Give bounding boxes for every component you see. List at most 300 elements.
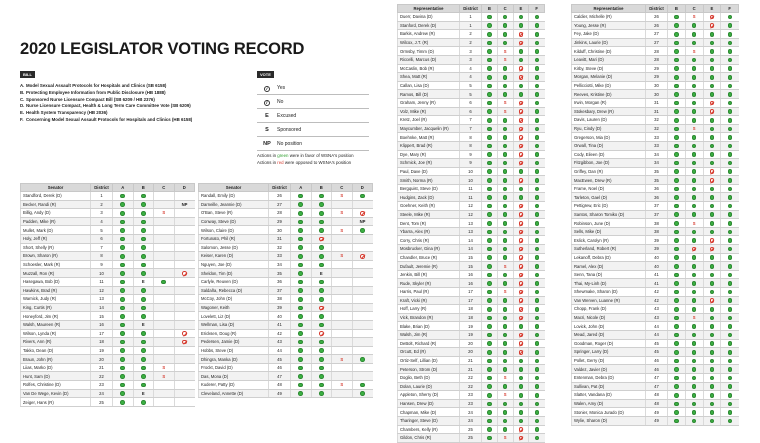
vote-cell (133, 312, 154, 321)
vote-cell (513, 330, 529, 339)
district-number: 6 (460, 107, 482, 116)
yes-icon (141, 220, 146, 225)
vote-cell (311, 329, 332, 338)
vote-cell (668, 98, 686, 107)
vote-cell (685, 141, 703, 150)
no-icon (319, 237, 324, 242)
vote-cell (668, 64, 686, 73)
district-number: 15 (460, 262, 482, 271)
legislator-name: Nguyen, Joe (D) (199, 260, 269, 269)
vote-cell (668, 176, 686, 185)
district-number: 45 (646, 339, 668, 348)
table-header-row (21, 184, 195, 192)
table-row (21, 303, 195, 312)
vote-cell (154, 234, 175, 243)
district-number: 12 (460, 210, 482, 219)
yes-icon (141, 306, 146, 311)
vote-cell (668, 416, 686, 425)
vote-cell (113, 355, 134, 364)
table-row (398, 55, 545, 64)
vote-cell (497, 47, 513, 56)
table-row (572, 38, 739, 47)
yes-icon (120, 237, 125, 242)
vote-cell (352, 295, 373, 304)
vote-cell (685, 73, 703, 82)
legislator-name: Walsh, Maureen (R) (21, 320, 91, 329)
legislator-name: Hasegawa, Bob (D) (21, 277, 91, 286)
vote-cell (133, 200, 154, 209)
district-number: 17 (91, 329, 113, 338)
vote-cell (133, 338, 154, 347)
yes-icon (319, 297, 324, 302)
vote-cell (291, 200, 312, 209)
yes-icon (674, 15, 679, 20)
yes-icon (674, 135, 679, 140)
vote-cell (529, 330, 545, 339)
vote-cell (668, 38, 686, 47)
table-row (572, 339, 739, 348)
legislator-name: Pollet, Gerry (D) (572, 356, 646, 365)
no-icon (519, 118, 524, 123)
legislator-name: Standford, Derek (D) (21, 192, 91, 201)
yes-icon (710, 41, 715, 46)
vote-cell (133, 381, 154, 390)
vote-cell (513, 416, 529, 425)
vote-cell (482, 47, 498, 56)
vote-cell (133, 286, 154, 295)
yes-icon (535, 187, 540, 192)
yes-icon (298, 366, 303, 371)
yes-icon (692, 92, 697, 97)
legislator-name: Van De Wege, Kevin (D) (21, 389, 91, 398)
yes-icon (519, 393, 524, 398)
district-number: 40 (269, 312, 291, 321)
yes-icon (692, 169, 697, 174)
vote-cell (332, 200, 353, 209)
vote-cell (685, 245, 703, 254)
vote-cell (529, 245, 545, 254)
column-header: Representative (398, 5, 460, 13)
vote-cell (721, 141, 739, 150)
yes-icon (360, 383, 365, 388)
yes-icon (535, 298, 540, 303)
legislator-name: Dent, Tom (R) (398, 219, 460, 228)
no-icon (519, 101, 524, 106)
yes-icon (535, 273, 540, 278)
table-row (199, 286, 373, 295)
vote-code: NP (181, 201, 188, 207)
legislator-name: Ramel, Alex (D) (572, 262, 646, 271)
table-row (21, 312, 195, 321)
district-number: 15 (91, 312, 113, 321)
yes-icon (487, 350, 492, 355)
yes-icon (519, 195, 524, 200)
legend-row (257, 95, 369, 109)
vote-cell (721, 373, 739, 382)
district-number: 41 (646, 270, 668, 279)
vote-legend (257, 81, 369, 151)
vote-cell (721, 124, 739, 133)
yes-icon (710, 144, 715, 149)
legislator-name: Peterson, Strom (D) (398, 365, 460, 374)
district-number: 44 (646, 330, 668, 339)
no-icon (319, 331, 324, 336)
yes-icon (692, 367, 697, 372)
vote-cell (497, 116, 513, 125)
vote-cell (497, 262, 513, 271)
yes-icon (519, 58, 524, 63)
table-row (21, 398, 195, 407)
yes-icon (535, 23, 540, 28)
vote-cell (113, 260, 134, 269)
legislator-name: Ramos, Bill (D) (398, 90, 460, 99)
vote-cell (513, 81, 529, 90)
legislator-name: Wilson, Claire (D) (199, 226, 269, 235)
district-number: 33 (646, 133, 668, 142)
yes-icon (710, 221, 715, 226)
table-row (572, 167, 739, 176)
yes-icon (728, 23, 733, 28)
no-icon (692, 247, 697, 252)
table-row (572, 227, 739, 236)
legislator-name: Schmick, Joe (R) (398, 159, 460, 168)
district-number: 1 (91, 192, 113, 201)
vote-cell (668, 262, 686, 271)
vote-cell (311, 295, 332, 304)
vote-cell (721, 219, 739, 228)
table-row (21, 260, 195, 269)
district-number: 40 (646, 253, 668, 262)
vote-cell (133, 277, 154, 286)
vote-cell (668, 47, 686, 56)
table-row (199, 200, 373, 209)
table-row (199, 381, 373, 390)
vote-cell (174, 192, 195, 201)
vote-cell (721, 38, 739, 47)
yes-icon (674, 187, 679, 192)
yes-icon (535, 238, 540, 243)
no-icon (182, 340, 187, 345)
legislator-name: Vick, Brandon (R) (398, 313, 460, 322)
yes-icon (535, 92, 540, 97)
vote-code: S (340, 210, 344, 216)
yes-icon (728, 84, 733, 89)
legislator-name: Das, Mona (D) (199, 372, 269, 381)
yes-icon (692, 212, 697, 217)
vote-code: S (503, 435, 507, 441)
legislator-name: Entenman, Debra (D) (572, 373, 646, 382)
vote-cell (685, 124, 703, 133)
yes-icon (141, 271, 146, 276)
vote-cell (497, 30, 513, 39)
vote-cell (352, 381, 373, 390)
yes-icon (535, 341, 540, 346)
vote-cell (311, 192, 332, 201)
yes-icon (728, 238, 733, 243)
legislator-name: Wylie, Sharon (D) (572, 416, 646, 425)
table-row (572, 382, 739, 391)
vote-cell (668, 193, 686, 202)
vote-cell (529, 391, 545, 400)
no-icon (519, 66, 524, 71)
legislator-name: Dye, Mary (R) (398, 150, 460, 159)
district-number: 4 (460, 64, 482, 73)
legislator-name: Tarleton, Gael (D) (572, 193, 646, 202)
district-number: 41 (269, 320, 291, 329)
yes-icon (728, 350, 733, 355)
vote-cell (291, 381, 312, 390)
table-row (21, 355, 195, 364)
yes-icon (692, 359, 697, 364)
vote-code: S (503, 48, 507, 54)
district-number: 48 (646, 399, 668, 408)
legislator-name: Sutherland, Robert (R) (572, 245, 646, 254)
vote-cell (497, 202, 513, 211)
yes-icon (120, 391, 125, 396)
yes-icon (692, 178, 697, 183)
vote-cell (482, 133, 498, 142)
yes-icon (674, 298, 679, 303)
yes-icon (535, 66, 540, 71)
yes-icon (298, 254, 303, 259)
vote-cell (529, 141, 545, 150)
vote-cell (721, 227, 739, 236)
yes-icon (487, 212, 492, 217)
district-number: 3 (91, 209, 113, 218)
table-row (398, 90, 545, 99)
yes-icon (120, 263, 125, 268)
yes-icon (692, 84, 697, 89)
yes-icon (120, 211, 125, 216)
district-number: 7 (460, 124, 482, 133)
legislator-name: Cleveland, Annette (D) (199, 389, 269, 398)
district-number: 3 (460, 47, 482, 56)
yes-icon (674, 127, 679, 132)
district-number: 34 (646, 150, 668, 159)
vote-cell (133, 260, 154, 269)
vote-cell (513, 159, 529, 168)
vote-cell (529, 133, 545, 142)
yes-icon (141, 297, 146, 302)
vote-cell (721, 184, 739, 193)
district-number: 31 (269, 234, 291, 243)
legislator-name: Billig, Andy (D) (21, 209, 91, 218)
legislator-name: Corry, Chris (R) (398, 236, 460, 245)
yes-icon (710, 92, 715, 97)
yes-icon (728, 101, 733, 106)
legislator-name: Goodman, Roger (D) (572, 339, 646, 348)
table-row (572, 47, 739, 56)
yes-icon (535, 58, 540, 63)
vote-cell (291, 286, 312, 295)
legislator-name: Eslick, Carolyn (R) (572, 236, 646, 245)
legislator-name: Callan, Lisa (D) (398, 81, 460, 90)
legislator-name: Wagoner, Keith (199, 303, 269, 312)
legislator-name: Orwall, Tina (D) (572, 141, 646, 150)
vote-cell (291, 295, 312, 304)
vote-cell (497, 107, 513, 116)
yes-icon (692, 384, 697, 389)
vote-cell (668, 322, 686, 331)
vote-cell (154, 320, 175, 329)
table-row (199, 320, 373, 329)
vote-cell (529, 227, 545, 236)
district-number: 36 (269, 277, 291, 286)
vote-cell (133, 226, 154, 235)
yes-icon (519, 410, 524, 415)
table-row (572, 399, 739, 408)
vote-cell (113, 363, 134, 372)
yes-icon (674, 58, 679, 63)
vote-cell (529, 116, 545, 125)
vote-cell (685, 288, 703, 297)
yes-icon (692, 264, 697, 269)
vote-cell (332, 346, 353, 355)
vote-cell (703, 55, 721, 64)
vote-code: S (503, 100, 507, 106)
vote-cell (721, 313, 739, 322)
legislator-name: Goehner, Keith (R) (398, 202, 460, 211)
bill-letter: E. (20, 110, 25, 116)
vote-cell (513, 98, 529, 107)
legislator-name: Walsh, Jim (R) (398, 330, 460, 339)
table-row (572, 270, 739, 279)
vote-cell (721, 356, 739, 365)
vote-cell (529, 167, 545, 176)
vote-cell (332, 381, 353, 390)
vote-code: S (692, 126, 696, 132)
vote-cell (352, 269, 373, 278)
vote-cell (311, 260, 332, 269)
yes-icon (120, 383, 125, 388)
yes-icon (161, 280, 166, 285)
vote-cell (497, 13, 513, 22)
vote-cell (113, 398, 134, 407)
yes-icon (319, 348, 324, 353)
no-symbol-icon: / (264, 100, 270, 106)
no-icon (710, 15, 715, 20)
vote-cell (529, 348, 545, 357)
district-number: 18 (460, 313, 482, 322)
vote-code: S (692, 315, 696, 321)
legend-label: No (277, 98, 284, 105)
yes-icon (692, 75, 697, 80)
vote-code: S (503, 289, 507, 295)
legislator-name: Boehnke, Matt (R) (398, 133, 460, 142)
district-number: 47 (269, 372, 291, 381)
district-number: 36 (646, 193, 668, 202)
legislator-name: Cody, Eileen (D) (572, 150, 646, 159)
table-row (572, 81, 739, 90)
district-number: 19 (460, 322, 482, 331)
table-row (398, 116, 545, 125)
yes-icon (710, 341, 715, 346)
yes-icon (298, 374, 303, 379)
yes-icon (674, 384, 679, 389)
yes-icon (120, 220, 125, 225)
yes-icon (298, 263, 303, 268)
vote-cell (703, 13, 721, 22)
legislator-name: Leavitt, Mari (D) (572, 55, 646, 64)
vote-cell (513, 356, 529, 365)
vote-cell (685, 167, 703, 176)
district-number: 40 (646, 262, 668, 271)
vote-cell (154, 372, 175, 381)
vote-cell (668, 339, 686, 348)
yes-icon (692, 350, 697, 355)
vote-cell (291, 346, 312, 355)
yes-icon (319, 194, 324, 199)
legend-label: Excused (277, 112, 297, 119)
table-row (572, 90, 739, 99)
vote-cell (133, 346, 154, 355)
vote-cell (529, 425, 545, 434)
vote-cell (529, 408, 545, 417)
legislator-name: Short, Shelly (R) (21, 243, 91, 252)
vote-cell (703, 236, 721, 245)
yes-icon (503, 238, 508, 243)
vote-cell (133, 269, 154, 278)
yes-icon (535, 247, 540, 252)
yes-icon (674, 221, 679, 226)
vote-cell (513, 408, 529, 417)
yes-icon (710, 316, 715, 321)
vote-cell (721, 210, 739, 219)
representative-table-2 (571, 4, 739, 426)
vote-cell (685, 391, 703, 400)
vote-cell (513, 296, 529, 305)
vote-cell (529, 288, 545, 297)
legislator-name: Chopp, Frank (D) (572, 305, 646, 314)
vote-cell (703, 193, 721, 202)
yes-icon (535, 402, 540, 407)
yes-icon (692, 238, 697, 243)
vote-cell (113, 234, 134, 243)
table-header-row (572, 5, 739, 13)
no-icon (519, 307, 524, 312)
no-icon (519, 341, 524, 346)
legislator-name: Van Werven, Luanne (R) (572, 296, 646, 305)
yes-icon (728, 341, 733, 346)
yes-icon (710, 376, 715, 381)
yes-icon (141, 383, 146, 388)
legislator-name: Salomon, Jesse (D) (199, 243, 269, 252)
vote-cell (721, 339, 739, 348)
table-row (572, 124, 739, 133)
yes-icon (120, 348, 125, 353)
vote-cell (529, 262, 545, 271)
vote-cell (154, 346, 175, 355)
yes-icon (535, 230, 540, 235)
vote-cell (497, 236, 513, 245)
yes-icon (319, 383, 324, 388)
vote-cell (174, 355, 195, 364)
vote-cell (703, 279, 721, 288)
district-number: 11 (460, 193, 482, 202)
vote-cell (685, 330, 703, 339)
yes-icon (120, 254, 125, 259)
legislator-name: Chandler, Bruce (R) (398, 253, 460, 262)
yes-icon (141, 331, 146, 336)
vote-cell (529, 382, 545, 391)
vote-cell (513, 13, 529, 22)
yes-icon (487, 273, 492, 278)
vote-cell (332, 252, 353, 261)
yes-icon (710, 212, 715, 217)
district-number: 13 (91, 295, 113, 304)
vote-cell (174, 303, 195, 312)
vote-cell (497, 245, 513, 254)
